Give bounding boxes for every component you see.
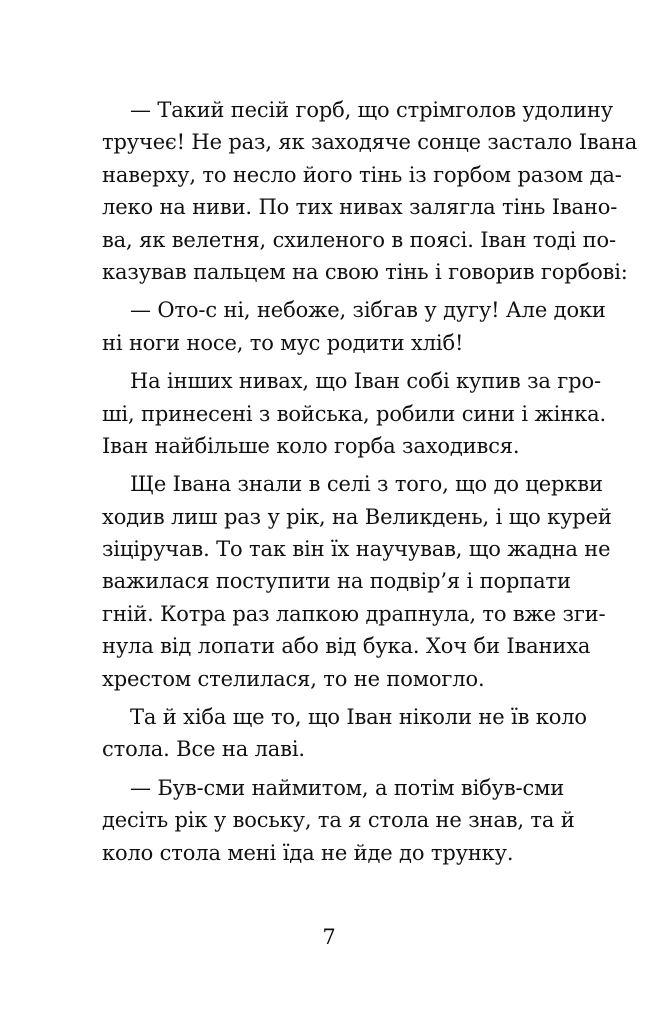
text-line: — Ото-с ні, небоже, зібгав у дугу! Але доки [130,298,606,323]
text-line: Ще Івана знали в селі з того, що до церкви [130,472,603,497]
text-line: На інших нивах, що Іван собі купив за гро- [130,369,601,394]
paragraph-6 [102,772,575,869]
text-line: хрестом стелилася, то не помогло. [102,666,485,691]
text-line: ва, як велетня, схиленого в поясі. Іван тоді по- [102,227,616,252]
paragraph-3 [102,365,606,462]
text-line: — Був-сми наймитом, а потім вібув-сми [130,775,565,800]
text-line: леко на ниви. По тих нивах залягла тінь Іванo- [102,195,618,220]
text-line: гній. Котра раз лапкою драпнула, то вже зги- [102,601,606,626]
text-line: казував пальцем на свою тінь і говорив горбові: [102,259,628,284]
text-line: наверху, то несло його тінь із горбом разом да- [102,162,622,187]
text-line: зіціручав. То так він їх научував, що жадна не [102,537,611,562]
text-line: тручеє! Не раз, як заходяче сонце застало Івана [102,130,638,155]
text-line: ші, принесені з войська, робили сини і жінка. [102,401,606,426]
text-line: нула від лопати або від бука. Хоч би Іваниха [102,634,591,659]
text-line: Та й хіба ще то, що Іван ніколи не їв коло [130,705,587,730]
body-text [102,94,638,869]
text-line: Іван найбільше коло горба заходився. [102,433,520,458]
text-line: стола. Все на лаві. [102,737,305,762]
paragraph-1 [102,94,638,288]
paragraph-2 [102,294,606,359]
page-number: 7 [322,925,336,949]
paragraph-4 [102,468,612,695]
text-line: — Такий песій горб, що стрімголов удолину [130,98,613,122]
paragraph-5 [102,701,587,766]
text-line: ходив лиш раз у рік, на Великдень, і що курей [102,504,612,529]
text-line: важилася поступити на подвір’я і порпати [102,569,571,594]
text-line: ні ноги носе, то мус родити хліб! [102,330,464,355]
text-line: десіть рік у воську, та я стола не знав, та й [102,808,575,833]
text-line: коло стола мені їда не йде до трунку. [102,840,514,865]
